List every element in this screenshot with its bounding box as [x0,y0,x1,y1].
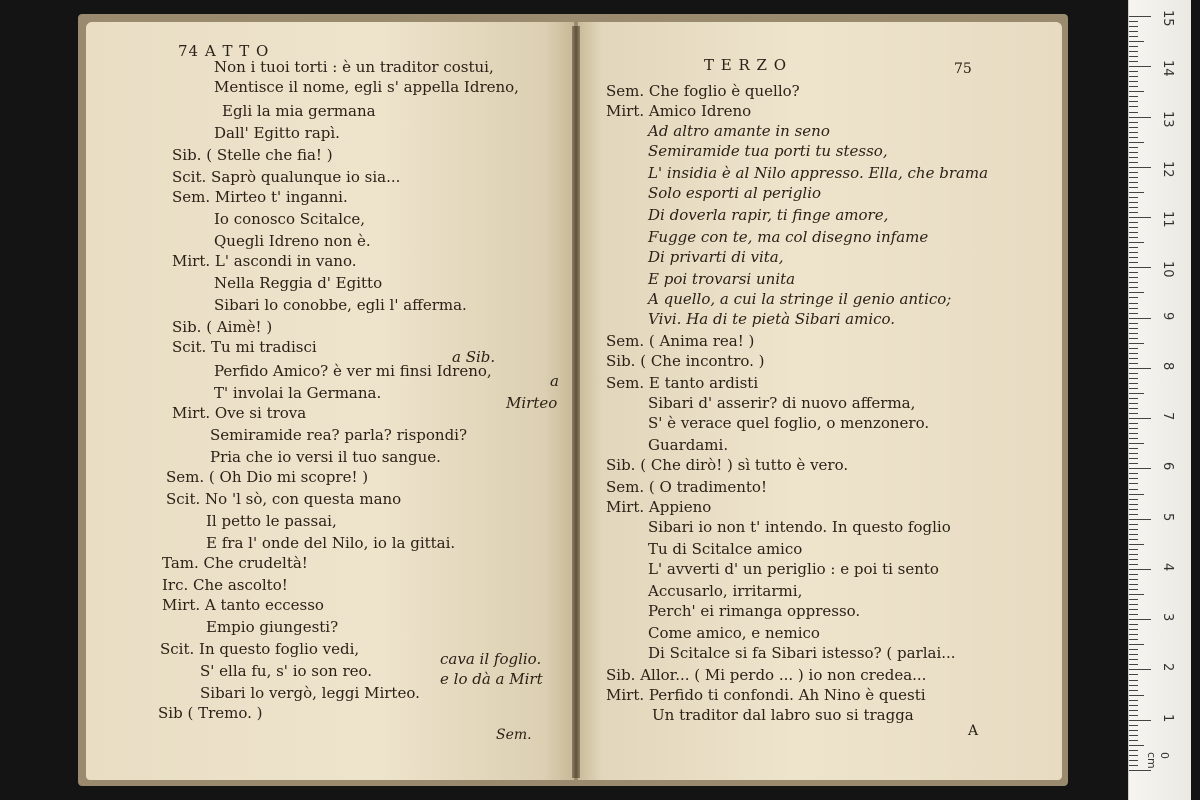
ruler-tick [1129,730,1138,731]
ruler-tick [1129,363,1138,364]
ruler-tick [1129,308,1138,309]
ruler-tick [1129,403,1138,404]
ruler-tick [1129,383,1138,384]
ruler-tick [1129,227,1138,228]
ruler-tick [1129,569,1151,570]
ruler-tick [1129,267,1151,268]
ruler-tick [1129,157,1138,158]
ruler-tick [1129,187,1138,188]
right-text-line: Accusarlo, irritarmi, [648,582,803,600]
ruler-tick [1129,629,1138,630]
ruler-tick [1129,41,1144,42]
ruler-tick [1129,494,1144,495]
left-text-line: Empio giungesti? [206,618,339,636]
left-text-line: Sib ( Tremo. ) [158,704,263,722]
ruler-tick [1129,468,1151,469]
ruler-tick [1129,252,1138,253]
ruler-tick [1129,509,1138,510]
ruler-number: 6 [1160,462,1175,471]
ruler-tick [1129,237,1138,238]
left-catchword: Sem. [496,727,532,743]
ruler-tick [1129,112,1138,113]
ruler-tick [1129,529,1138,530]
ruler-tick [1129,212,1138,213]
ruler-tick [1129,247,1138,248]
ruler-tick [1129,207,1138,208]
left-text-line: Non i tuoi torti : è un traditor costui, [214,58,494,76]
ruler-tick [1129,564,1138,565]
ruler-tick [1129,514,1138,515]
ruler-tick [1129,438,1138,439]
right-text-line: Sib. Allor... ( Mi perdo ... ) io non credea... [606,666,927,684]
ruler-tick [1129,489,1138,490]
left-text-line: Egli la mia germana [222,102,376,120]
ruler-number: 13 [1160,110,1175,128]
ruler-tick [1129,152,1138,153]
left-text-line: Scit. No 'l sò, con questa mano [166,490,402,508]
ruler-tick [1129,182,1138,183]
ruler-tick [1129,137,1138,138]
ruler-tick [1129,720,1151,721]
ruler-tick [1129,624,1138,625]
right-text-line: Sem. ( Anima rea! ) [606,332,755,350]
ruler-tick [1129,86,1138,87]
ruler-tick [1129,473,1138,474]
ruler-tick [1129,353,1138,354]
ruler-tick [1129,705,1138,706]
ruler-tick [1129,519,1151,520]
ruler-tick [1129,343,1144,344]
ruler-tick [1129,66,1151,67]
right-text-line: Di privarti di vita, [648,248,784,266]
ruler-tick [1129,26,1138,27]
right-text-line: Di doverla rapir, ti finge amore, [648,206,889,224]
ruler-tick [1129,16,1151,17]
ruler-tick [1129,393,1144,394]
ruler-tick [1129,680,1138,681]
ruler-tick [1129,750,1138,751]
ruler-tick [1129,549,1138,550]
ruler-tick [1129,614,1138,615]
ruler-tick [1129,262,1138,263]
ruler-tick [1129,192,1144,193]
ruler-tick [1129,101,1138,102]
ruler-tick [1129,453,1138,454]
right-text-line: A quello, a cui la stringe il genio antico; [648,290,952,308]
right-text-line: Sem. E tanto ardisti [606,374,759,392]
ruler-number: 15 [1160,10,1175,27]
right-text-line: Perch' ei rimanga oppresso. [648,602,861,620]
ruler-tick [1129,654,1138,655]
ruler-tick [1129,483,1138,484]
book-gutter [572,26,580,778]
ruler-tick [1129,408,1138,409]
ruler-tick [1129,292,1144,293]
ruler-tick [1129,46,1138,47]
right-text-line: Sib. ( Che incontro. ) [606,352,765,370]
ruler-tick [1129,127,1138,128]
ruler-tick [1129,504,1138,505]
ruler-tick [1129,222,1138,223]
ruler-tick [1129,378,1138,379]
ruler-tick [1129,765,1138,766]
ruler-tick [1129,715,1138,716]
left-text-line: Sib. ( Aimè! ) [172,318,273,336]
left-text-line: Mirt. L' ascondi in vano. [172,252,357,270]
right-text-line: Mirt. Perfido ti confondi. Ah Nino è questi [606,686,926,704]
measuring-ruler [1128,0,1191,800]
ruler-number: 9 [1160,311,1175,320]
ruler-tick [1129,202,1138,203]
ruler-tick [1129,574,1138,575]
left-text-line: Io conosco Scitalce, [214,210,366,228]
ruler-tick [1129,609,1138,610]
ruler-tick [1129,323,1138,324]
ruler-tick [1129,579,1138,580]
ruler-number: 4 [1160,562,1175,572]
ruler-tick [1129,433,1138,434]
left-text-line: Sem. Mirteo t' inganni. [172,188,348,206]
ruler-tick [1129,554,1138,555]
left-text-line: Sem. ( Oh Dio mi scopre! ) [166,468,369,486]
left-text-line: Tam. Che crudeltà! [162,554,308,572]
ruler-tick [1129,755,1138,756]
ruler-tick [1129,162,1138,163]
left-text-line: Sibari lo vergò, leggi Mirteo. [200,684,420,702]
ruler-tick [1129,619,1151,620]
ruler-number: 5 [1160,512,1175,521]
ruler-tick [1129,56,1138,57]
left-text-line: e lo dà a Mirt [440,670,543,688]
left-text-line: T' involai la Germana. [214,384,382,402]
ruler-tick [1129,282,1138,283]
ruler-tick [1129,559,1138,560]
ruler-tick [1129,463,1138,464]
ruler-tick [1129,669,1151,670]
ruler-number: 12 [1160,160,1175,178]
right-text-line: L' avverti d' un periglio : e poi ti sento [648,560,939,578]
ruler-tick [1129,197,1138,198]
ruler-tick [1129,544,1144,545]
ruler-number: 11 [1160,211,1175,228]
ruler-tick [1129,604,1138,605]
ruler-tick [1129,458,1138,459]
ruler-number: 8 [1160,361,1175,371]
right-text-line: Mirt. Appieno [606,498,712,516]
ruler-tick [1129,297,1138,298]
left-text-line: Scit. Saprò qualunque io sia... [172,168,401,186]
ruler-tick [1129,31,1138,32]
ruler-unit: 0 cm [1145,752,1171,769]
ruler-tick [1129,639,1138,640]
ruler-tick [1129,448,1138,449]
ruler-tick [1129,71,1138,72]
ruler-tick [1129,685,1138,686]
ruler-tick [1129,358,1138,359]
left-page-header: 74 A T T O [178,42,270,60]
ruler-tick [1129,76,1138,77]
ruler-tick [1129,388,1138,389]
left-text-line: Mentisce il nome, egli s' appella Idreno, [214,78,519,96]
ruler-tick [1129,91,1144,92]
ruler-tick [1129,287,1138,288]
ruler-tick [1129,257,1138,258]
ruler-tick [1129,217,1151,218]
ruler-tick [1129,584,1138,585]
ruler-tick [1129,242,1144,243]
right-text-line: Sibari io non t' intendo. In questo foglio [648,518,951,536]
ruler-tick [1129,428,1138,429]
right-text-line: Come amico, e nemico [648,624,820,642]
left-text-line: a Sib. [452,348,496,366]
ruler-tick [1129,398,1138,399]
ruler-tick [1129,313,1138,314]
ruler-tick [1129,318,1151,319]
left-text-line: Quegli Idreno non è. [214,232,371,250]
ruler-tick [1129,132,1138,133]
ruler-tick [1129,594,1144,595]
left-text-line: a [550,372,559,390]
left-text-line: Pria che io versi il tuo sangue. [210,448,441,466]
ruler-tick [1129,51,1138,52]
ruler-tick [1129,36,1138,37]
left-text-line: Nella Reggia d' Egitto [214,274,383,292]
ruler-tick [1129,674,1138,675]
right-text-line: Sem. ( O tradimento! [606,478,767,496]
ruler-tick [1129,589,1138,590]
ruler-tick [1129,534,1138,535]
ruler-tick [1129,649,1138,650]
ruler-tick [1129,735,1138,736]
left-text-line: Scit. In questo foglio vedi, [160,640,360,658]
left-text-line: Mirt. Ove si trova [172,404,307,422]
ruler-tick [1129,61,1138,62]
ruler-tick [1129,710,1138,711]
left-text-line: Irc. Che ascolto! [162,576,288,594]
ruler-tick [1129,659,1138,660]
ruler-tick [1129,725,1138,726]
ruler-tick [1129,232,1138,233]
right-text-line: Mirt. Amico Idreno [606,102,752,120]
ruler-tick [1129,277,1138,278]
right-text-line: Sib. ( Che dirò! ) sì tutto è vero. [606,456,849,474]
ruler-tick [1129,21,1138,22]
right-signature-mark: A [968,723,979,739]
ruler-number: 1 [1160,713,1175,722]
left-text-line: Dall' Egitto rapì. [214,124,340,142]
left-text-line: cava il foglio. [440,650,542,668]
right-text-line: Sibari d' asserir? di nuovo afferma, [648,394,916,412]
right-text-line: Semiramide tua porti tu stesso, [648,142,888,160]
ruler-tick [1129,177,1138,178]
right-text-line: E poi trovarsi unita [648,270,796,288]
right-text-line: Di Scitalce si fa Sibari istesso? ( parlai... [648,644,956,662]
ruler-tick [1129,524,1138,525]
ruler-tick [1129,338,1138,339]
ruler-tick [1129,599,1138,600]
ruler-tick [1129,272,1138,273]
ruler-tick [1129,690,1138,691]
left-text-line: Semiramide rea? parla? rispondi? [210,426,468,444]
ruler-number: 3 [1160,613,1175,622]
right-text-line: Un traditor dal labro suo si tragga [652,706,914,724]
ruler-tick [1129,478,1138,479]
right-text-line: Tu di Scitalce amico [648,540,803,558]
ruler-tick [1129,423,1138,424]
ruler-tick [1129,418,1151,419]
right-text-line: Vivi. Ha di te pietà Sibari amico. [648,310,896,328]
left-text-line: Scit. Tu mi tradisci [172,338,317,356]
ruler-tick [1129,443,1144,444]
ruler-number: 7 [1160,412,1175,421]
right-text-line: L' insidia è al Nilo appresso. Ella, che brama [648,164,989,182]
ruler-tick [1129,700,1138,701]
ruler-tick [1129,413,1138,414]
left-text-line: Mirt. A tanto eccesso [162,596,324,614]
ruler-tick [1129,147,1138,148]
ruler-tick [1129,499,1138,500]
ruler-tick [1129,96,1138,97]
right-text-line: Ad altro amante in seno [648,122,830,140]
right-page-header: T E R Z O [704,56,788,74]
right-text-line: Guardami. [648,436,729,454]
ruler-tick [1129,634,1138,635]
right-page-number: 75 [954,61,972,77]
left-text-line: Sibari lo conobbe, egli l' afferma. [214,296,467,314]
ruler-tick [1129,333,1138,334]
ruler-tick [1129,117,1151,118]
ruler-tick [1129,81,1138,82]
ruler-number: 2 [1160,663,1175,672]
ruler-tick [1129,303,1138,304]
ruler-tick [1129,373,1138,374]
ruler-tick [1129,539,1138,540]
right-text-line: Sem. Che foglio è quello? [606,82,800,100]
ruler-tick [1129,142,1144,143]
ruler-number: 10 [1160,261,1175,278]
ruler-tick [1129,348,1138,349]
ruler-tick [1129,740,1138,741]
ruler-tick [1129,745,1144,746]
ruler-tick [1129,172,1138,173]
right-text-line: S' è verace quel foglio, o menzonero. [648,414,930,432]
ruler-tick [1129,664,1138,665]
ruler-tick [1129,368,1151,369]
ruler-tick [1129,644,1144,645]
left-text-line: Sib. ( Stelle che fia! ) [172,146,333,164]
right-text-line: Fugge con te, ma col disegno infame [648,228,929,246]
left-text-line: E fra l' onde del Nilo, io la gittai. [206,534,456,552]
left-text-line: Perfido Amico? è ver mi finsi Idreno, [214,362,492,380]
ruler-tick [1129,122,1138,123]
right-text-line: Solo esporti al periglio [648,184,822,202]
ruler-tick [1129,328,1138,329]
ruler-tick [1129,760,1138,761]
ruler-number: 14 [1160,60,1175,77]
left-text-line: Mirteo [506,394,558,412]
left-text-line: S' ella fu, s' io son reo. [200,662,373,680]
ruler-tick [1129,695,1144,696]
ruler-tick [1129,106,1138,107]
ruler-tick [1129,167,1151,168]
left-text-line: Il petto le passai, [206,512,337,530]
